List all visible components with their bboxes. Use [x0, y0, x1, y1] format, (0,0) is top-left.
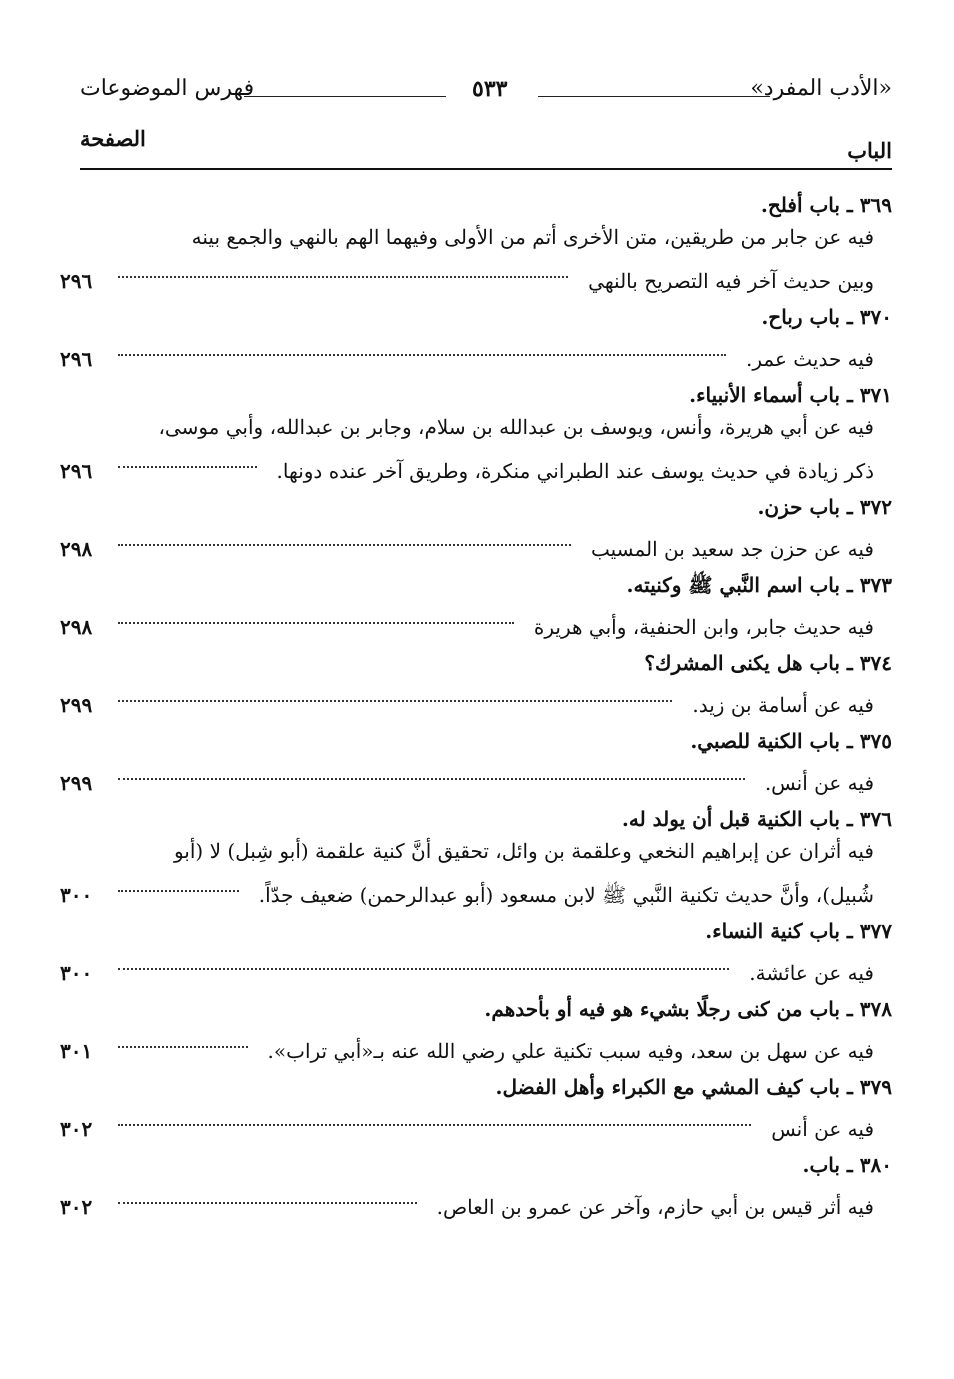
entry-page-number: ٣٠٠	[60, 883, 93, 907]
entry-text: فيه عن حزن جد سعيد بن المسيب	[590, 537, 874, 561]
entry-title: ٣٧٨ ـ باب من كنى رجلًا بشيء هو فيه أو بأحدهم.	[484, 997, 892, 1021]
dot-leader	[118, 522, 571, 556]
entry-page-number: ٢٩٨	[60, 537, 93, 561]
entry-text: فيه عن أنس	[771, 1117, 874, 1141]
entry-line	[60, 410, 892, 444]
toc-entry	[60, 190, 892, 293]
entry-text: فيه أثر قيس بن أبي حازم، وآخر عن عمرو بن العاص.	[436, 1195, 874, 1219]
entry-page-number: ٣٠١	[60, 1039, 93, 1063]
entry-text: فيه عن أسامة بن زيد.	[692, 693, 874, 717]
entry-text: فيه أثران عن إبراهيم النخعي وعلقمة بن وائل، تحقيق أنَّ كنية علقمة (أبو شِبل) لا (أبو	[173, 839, 874, 863]
entry-line	[60, 868, 892, 907]
entry-line	[60, 332, 892, 371]
entry-page-number: ٢٩٦	[60, 269, 93, 293]
toc-entry	[60, 804, 892, 907]
dot-leader	[118, 868, 239, 902]
entry-title: ٣٧١ ـ باب أسماء الأنبياء.	[689, 383, 892, 407]
toc-entry	[60, 570, 892, 639]
entry-title: ٣٧٥ ـ باب الكنية للصبي.	[690, 729, 892, 753]
entry-text: فيه حديث جابر، وابن الحنفية، وأبي هريرة	[533, 615, 874, 639]
entry-line	[60, 522, 892, 561]
entry-title: ٣٧٠ ـ باب رباح.	[761, 305, 892, 329]
dot-leader	[118, 254, 568, 288]
toc-entry	[60, 1150, 892, 1219]
book-title: «الأدب المفرد»	[750, 76, 892, 101]
dot-leader	[118, 946, 729, 980]
entry-text: وبين حديث آخر فيه التصريح بالنهي	[588, 269, 874, 293]
entry-page-number: ٢٩٦	[60, 459, 93, 483]
page-column-heading: الصفحة	[80, 126, 146, 151]
entry-line	[60, 254, 892, 293]
entry-page-number: ٢٩٦	[60, 347, 93, 371]
entry-text: شُبيل)، وأنَّ حديث تكنية النَّبي ﷺ لابن مسعود (أبو عبدالرحمن) ضعيف جدّاً.	[258, 883, 874, 907]
dot-leader	[118, 444, 257, 478]
entry-line	[60, 756, 892, 795]
entry-page-number: ٢٩٨	[60, 615, 93, 639]
toc-entry	[60, 492, 892, 561]
dot-leader	[118, 332, 726, 366]
entry-title: ٣٨٠ ـ باب.	[802, 1153, 892, 1177]
dot-leader	[118, 756, 745, 790]
entry-line	[60, 1024, 892, 1063]
toc-entry	[60, 380, 892, 483]
toc-entry	[60, 302, 892, 371]
entry-line	[60, 1102, 892, 1141]
entry-title: ٣٧٢ ـ باب حزن.	[757, 495, 892, 519]
entry-line	[60, 678, 892, 717]
entry-text: فيه عن أنس.	[764, 771, 874, 795]
entry-title: ٣٧٣ ـ باب اسم النَّبي ﷺ وكنيته.	[626, 573, 892, 597]
entry-text: ذكر زيادة في حديث يوسف عند الطبراني منكرة، وطريق آخر عنده دونها.	[276, 459, 874, 483]
entry-line	[60, 1180, 892, 1219]
dot-leader	[118, 1024, 248, 1058]
entry-title: ٣٦٩ ـ باب أفلح.	[760, 193, 892, 217]
entry-text: فيه عن جابر من طريقين، متن الأخرى أتم من الأولى وفيهما الهم بالنهي والجمع بينه	[191, 225, 874, 249]
entry-title: ٣٧٤ ـ باب هل يكنى المشرك؟	[644, 651, 892, 675]
entry-text: فيه عن عائشة.	[749, 961, 874, 985]
dot-leader	[118, 1180, 417, 1214]
page-number: ٥٣٣	[472, 76, 508, 102]
chapter-column-heading: الباب	[847, 138, 892, 163]
heading-divider	[80, 168, 892, 170]
entry-title: ٣٧٧ ـ باب كنية النساء.	[705, 919, 892, 943]
entry-page-number: ٢٩٩	[60, 693, 93, 717]
dot-leader	[118, 1102, 751, 1136]
toc-entry	[60, 726, 892, 795]
toc-entry	[60, 648, 892, 717]
entry-line	[60, 946, 892, 985]
entry-line	[60, 444, 892, 483]
entry-title: ٣٧٩ ـ باب كيف المشي مع الكبراء وأهل الفضل.	[495, 1075, 892, 1099]
entry-text: فيه عن أبي هريرة، وأنس، ويوسف بن عبدالله بن سلام، وجابر بن عبدالله، وأبي موسى،	[158, 415, 874, 439]
running-head	[80, 72, 892, 112]
header-rule-right	[538, 96, 770, 97]
dot-leader	[118, 600, 514, 634]
column-headings	[80, 126, 892, 166]
entry-text: فيه عن سهل بن سعد، وفيه سبب تكنية علي رضي الله عنه بـ«أبي تراب».	[267, 1039, 874, 1063]
toc-entries	[60, 190, 892, 1228]
header-rule-left	[244, 96, 446, 97]
entry-line	[60, 834, 892, 868]
toc-entry	[60, 994, 892, 1063]
dot-leader	[118, 678, 672, 712]
toc-entry	[60, 916, 892, 985]
index-title: فهرس الموضوعات	[80, 76, 255, 101]
entry-page-number: ٣٠٢	[60, 1195, 93, 1219]
entry-line	[60, 600, 892, 639]
toc-entry	[60, 1072, 892, 1141]
entry-text: فيه حديث عمر.	[746, 347, 874, 371]
entry-page-number: ٢٩٩	[60, 771, 93, 795]
entry-page-number: ٣٠٠	[60, 961, 93, 985]
entry-page-number: ٣٠٢	[60, 1117, 93, 1141]
entry-title: ٣٧٦ ـ باب الكنية قبل أن يولد له.	[621, 807, 892, 831]
entry-line	[60, 220, 892, 254]
